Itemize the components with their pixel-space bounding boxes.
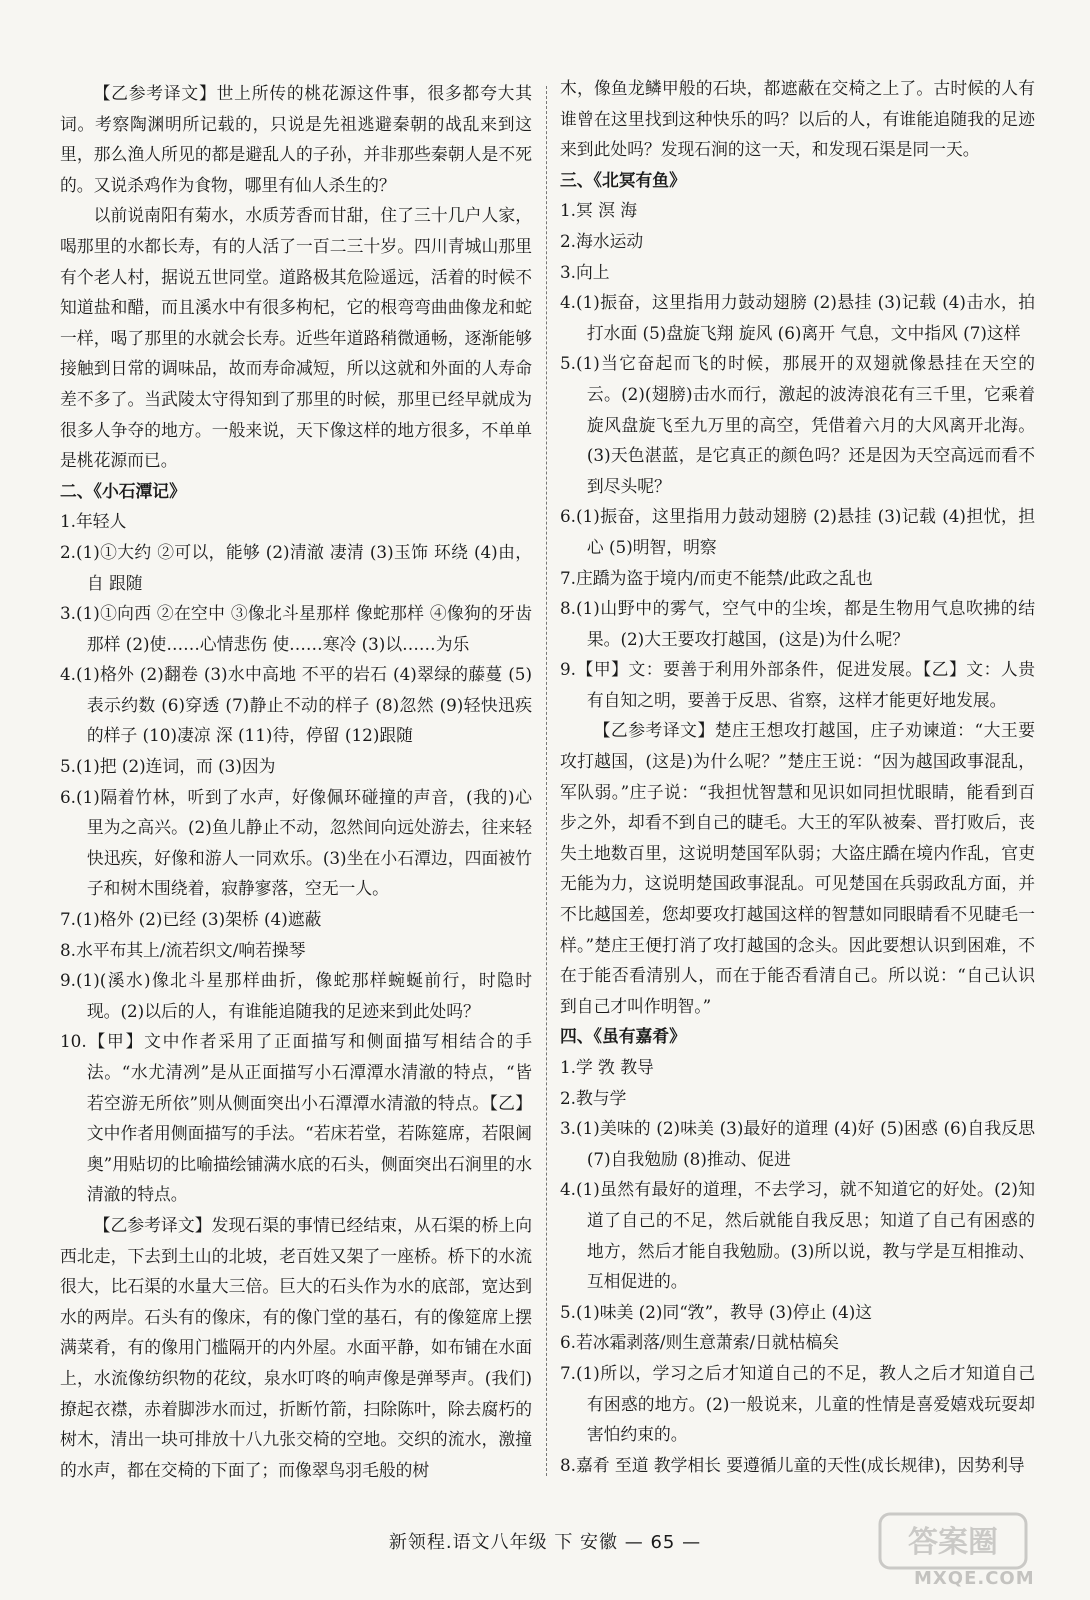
answer-item: 4.(1)格外 (2)翻卷 (3)水中高地 不平的岩石 (4)翠绿的藤蔓 (5)表示约数 (6)穿透 (7)静止不动的样子 (8)忽然 (9)轻快迅疾的样子 (10)凄凉 深 (11)待，停留 (12)跟随 xyxy=(60,664,532,746)
answer-item: 2.教与学 xyxy=(560,1087,627,1108)
answer-item: 1.学 敩 教导 xyxy=(560,1057,654,1077)
answer-item: 7.庄蹻为盗于境内/而吏不能禁/此政之乱也 xyxy=(560,567,873,588)
section-heading: 二、《小石潭记》 xyxy=(60,480,186,501)
watermark xyxy=(878,1512,1068,1592)
answer-item: 9.(1)(溪水)像北斗星那样曲折，像蛇那样蜿蜒前行，时隐时现。(2)以后的人，有谁能追随我的足迹来到此处吗？ xyxy=(60,970,532,1021)
section-heading: 四、《虽有嘉肴》 xyxy=(560,1026,686,1047)
answer-item: 6.若冰霜剥落/则生意萧索/日就枯槁矣 xyxy=(560,1332,840,1353)
answer-item: 8.嘉肴 至道 教学相长 要遵循儿童的天性(成长规律)，因势利导 xyxy=(560,1454,1025,1475)
translation-continuation: 木，像鱼龙鳞甲般的石块，都遮蔽在交椅之上了。古时候的人有谁曾在这里找到这种快乐的吗？以后的人，有谁能追随我的足迹来到此处吗？发现石涧的这一天，和发现石渠是同一天。 xyxy=(560,78,1035,160)
answer-item: 7.(1)所以，学习之后才知道自己的不足，教人之后才知道自己有困惑的地方。(2)一般说来，儿童的性情是喜爱嬉戏玩耍却害怕约束的。 xyxy=(560,1362,1035,1445)
column-divider xyxy=(546,86,547,1476)
translation-paragraph: 以前说南阳有菊水，水质芳香而甘甜，住了三十几户人家，喝那里的水都长寿，有的人活了一百二三十岁。四川青城山那里有个老人村，据说五世同堂。道路极其危险遥远，活着的时候不知道盐和醋，而且溪水中有很多枸杞，它的根弯弯曲曲像龙和蛇一样，喝了那里的水就会长寿。近些年道路稍微通畅，逐渐能够接触到日常的调味品，故而寿命减短，所以这就和外面的人寿命差不多了。当武陵太守得知到了那里的时候，那里已经早就成为很多人争夺的地方。一般来说，天下像这样的地方很多，不单单是桃花源而已。 xyxy=(60,205,532,471)
watermark-brand: 答案圈 xyxy=(908,1525,998,1560)
answer-item: 6.(1)振奋，这里指用力鼓动翅膀 (2)悬挂 (3)记载 (4)担忧，担心 (5)明智，明察 xyxy=(560,506,1035,557)
watermark-url: MXQE.COM xyxy=(914,1568,1035,1589)
answer-item: 6.(1)隔着竹林，听到了水声，好像佩环碰撞的声音，(我的)心里为之高兴。(2)鱼儿静止不动，忽然间向远处游去，往来轻快迅疾，好像和游人一同欢乐。(3)坐在小石潭边，四面被竹子和树木围绕着，寂静寥落，空无一人。 xyxy=(60,786,532,899)
page-footer: 新领程.语文八年级 下 安徽 — 65 — xyxy=(388,1532,702,1553)
translation-paragraph: 【乙参考译文】世上所传的桃花源这件事，很多都夸大其词。考察陶渊明所记载的，只说是先祖逃避秦朝的战乱来到这里，那么渔人所见的都是避乱人的子孙，并非那些秦朝人是不死的。又说杀鸡作为食物，哪里有仙人杀生的？ xyxy=(60,83,532,195)
answer-item: 9.【甲】文：要善于利用外部条件，促进发展。【乙】文：人贵有自知之明，要善于反思、省察，这样才能更好地发展。 xyxy=(560,659,1035,710)
watermark-logo-icon xyxy=(878,1512,1028,1570)
answer-item: 4.(1)虽然有最好的道理，不去学习，就不知道它的好处。(2)知道了自己的不足，然后就能自我反思；知道了自己有困惑的地方，然后才能自我勉励。(3)所以说，教与学是互相推动、互相促进的。 xyxy=(560,1179,1035,1292)
answer-item: 3.(1)美味的 (2)味美 (3)最好的道理 (4)好 (5)困惑 (6)自我反思 (7)自我勉励 (8)推动、促进 xyxy=(560,1118,1035,1169)
answer-item: 4.(1)振奋，这里指用力鼓动翅膀 (2)悬挂 (3)记载 (4)击水，拍打水面 (5)盘旋飞翔 旋风 (6)离开 气息，文中指风 (7)这样 xyxy=(560,292,1035,343)
answer-item: 3.(1)①向西 ②在空中 ③像北斗星那样 像蛇那样 ④像狗的牙齿那样 (2)使……心情悲伤 使……寒冷 (3)以……为乐 xyxy=(60,603,532,654)
translation-paragraph: 【乙参考译文】发现石渠的事情已经结束，从石渠的桥上向西北走，下去到土山的北坡，老百姓又架了一座桥。桥下的水流很大，比石渠的水量大三倍。巨大的石头作为水的底部，宽达到水的两岸。石头有的像床，有的像门堂的基石，有的像筵席上摆满菜肴，有的像用门槛隔开的内外屋。水面平静，如布铺在水面上，水流像纺织物的花纹，泉水叮咚的响声像是弹琴声。(我们)撩起衣襟，赤着脚涉水而过，折断竹箭，扫除陈叶，除去腐朽的树木，清出一块可排放十八九张交椅的空地。交织的流水，激撞的水声，都在交椅的下面了；而像翠鸟羽毛般的树 xyxy=(60,1214,532,1480)
translation-paragraph: 【乙参考译文】楚庄王想攻打越国，庄子劝谏道：“大王要攻打越国，(这是)为什么呢？”楚庄王说：“因为越国政事混乱，军队弱。”庄子说：“我担忧智慧和见识如同担忧眼睛，能看到百步之外，却看不到自己的睫毛。大王的军队被秦、晋打败后，丧失土地数百里，这说明楚国军队弱；大盗庄蹻在境内作乱，官吏无能为力，这说明楚国政事混乱。可见楚国在兵弱政乱方面，并不比越国差，您却要攻打越国这样的智慧如同眼睛看不见睫毛一样。”楚庄王便打消了攻打越国的念头。因此要想认识到困难，不在于能否看清别人，而在于能否看清自己。所以说：“自己认识到自己才叫作明智。” xyxy=(560,720,1035,1016)
answer-item: 7.(1)格外 (2)已经 (3)架桥 (4)遮蔽 xyxy=(60,909,322,930)
answer-item: 5.(1)味美 (2)同“敩”，教导 (3)停止 (4)这 xyxy=(560,1301,873,1322)
section-heading: 三、《北冥有鱼》 xyxy=(560,169,686,190)
answer-item: 1.冥 溟 海 xyxy=(560,200,638,221)
answer-item: 3.向上 xyxy=(560,261,610,282)
answer-item: 5.(1)把 (2)连词，而 (3)因为 xyxy=(60,756,276,777)
answer-item: 8.(1)山野中的雾气，空气中的尘埃，都是生物用气息吹拂的结果。(2)大王要攻打越国，(这是)为什么呢？ xyxy=(560,598,1035,649)
answer-item: 2.海水运动 xyxy=(560,230,644,251)
right-column xyxy=(560,73,1035,1480)
answer-item: 1.年轻人 xyxy=(60,511,127,532)
left-column xyxy=(60,78,532,1485)
answer-item: 2.(1)①大约 ②可以，能够 (2)清澈 凄清 (3)玉饰 环绕 (4)由，自 跟随 xyxy=(60,541,532,593)
answer-item: 5.(1)当它奋起而飞的时候，那展开的双翅就像悬挂在天空的云。(2)(翅膀)击水而行，激起的波涛浪花有三千里，它乘着旋风盘旋飞至九万里的高空，凭借着六月的大风离开北海。(3)天色湛蓝，是它真正的颜色吗？还是因为天空高远而看不到尽头呢？ xyxy=(560,353,1035,496)
answer-item: 8.水平布其上/流若织文/响若操琴 xyxy=(60,939,306,960)
answer-item: 10.【甲】文中作者采用了正面描写和侧面描写相结合的手法。“水尤清冽”是从正面描写小石潭潭水清澈的特点，“皆若空游无所依”则从侧面突出小石潭潭水清澈的特点。【乙】文中作者用侧面描写的手法。“若床若堂，若陈筵席，若限阃奥”用贴切的比喻描绘铺满水底的石头，侧面突出石涧里的水清澈的特点。 xyxy=(60,1031,532,1205)
